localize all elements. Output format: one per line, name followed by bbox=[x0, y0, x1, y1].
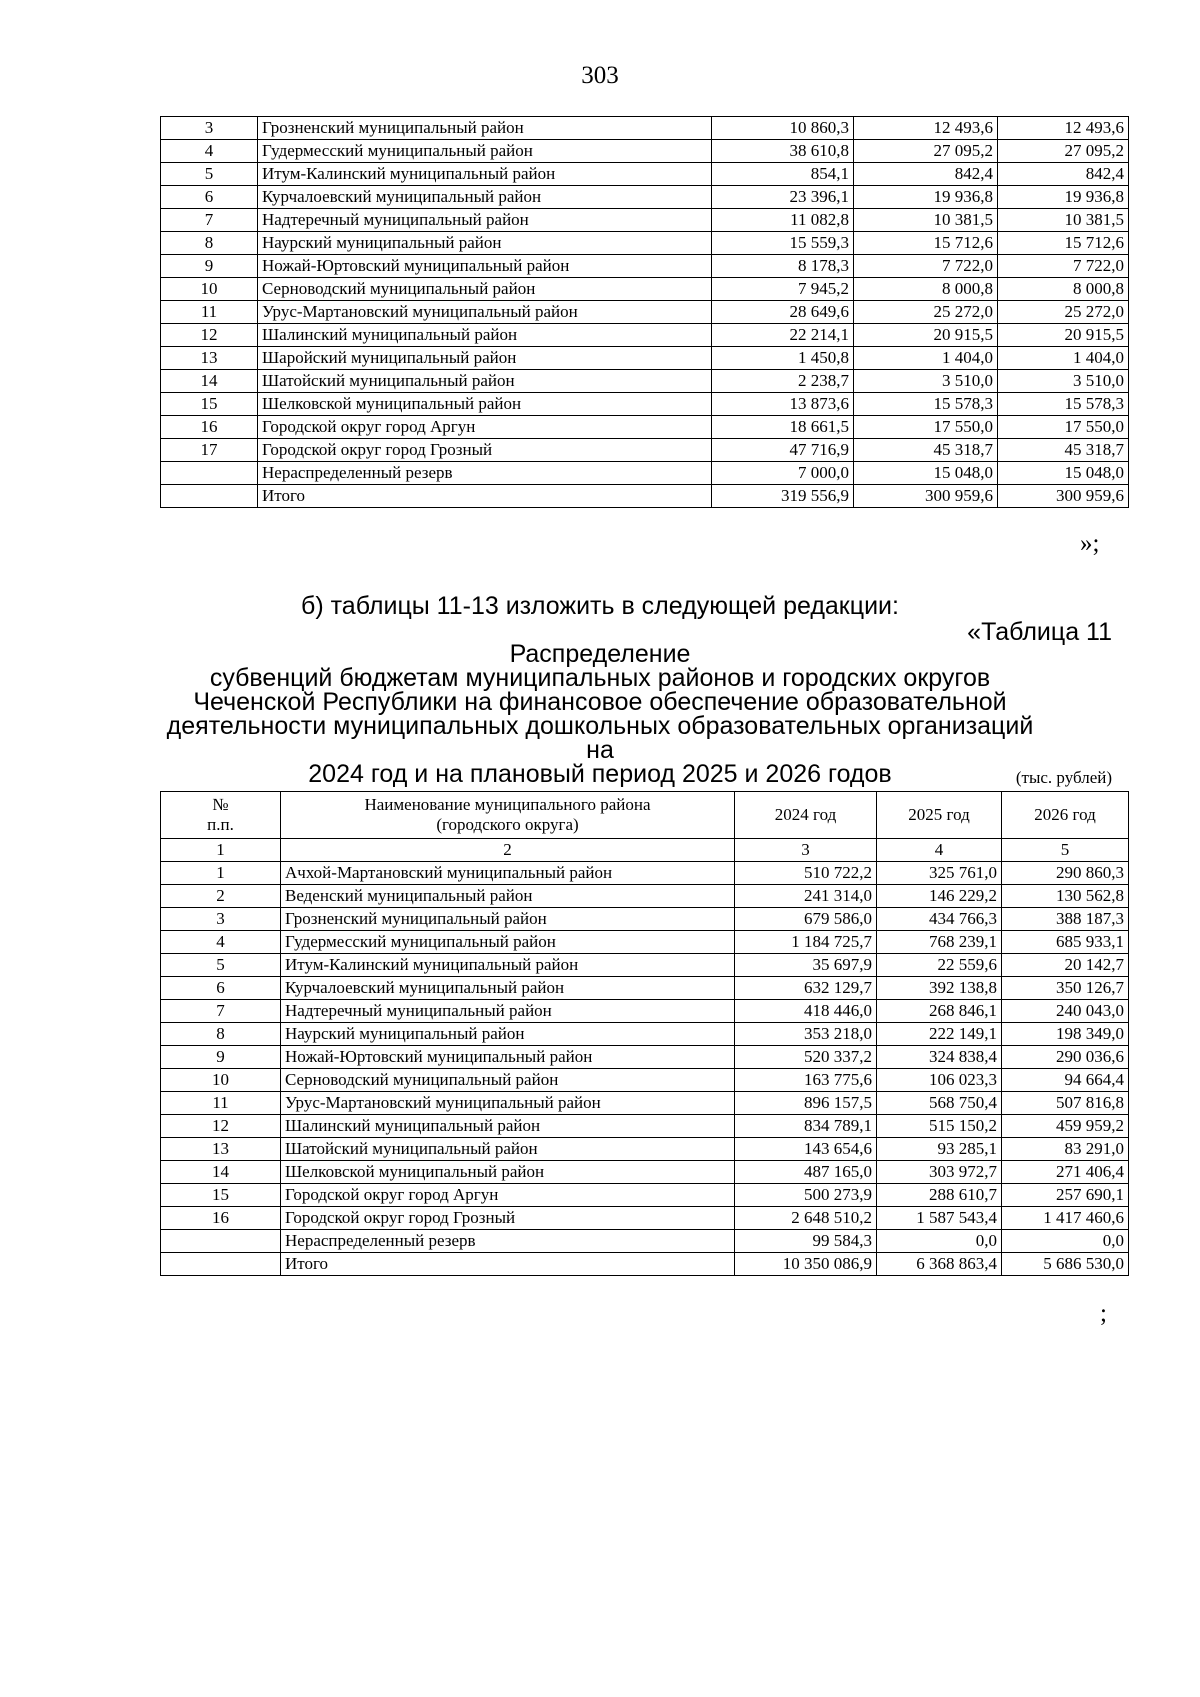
header-name bbox=[281, 792, 735, 839]
row-name: Итум-Калинский муниципальный район bbox=[281, 954, 735, 977]
value-2024: 163 775,6 bbox=[735, 1069, 877, 1092]
value-2025: 768 239,1 bbox=[877, 931, 1002, 954]
row-name: Урус-Мартановский муниципальный район bbox=[258, 301, 712, 324]
row-number: 8 bbox=[161, 1023, 281, 1046]
row-number bbox=[161, 1230, 281, 1253]
value-2026: 240 043,0 bbox=[1002, 1000, 1129, 1023]
col-number: 5 bbox=[1002, 839, 1129, 862]
value-2025: 93 285,1 bbox=[877, 1138, 1002, 1161]
col-number: 1 bbox=[161, 839, 281, 862]
value-2025: 27 095,2 bbox=[854, 140, 998, 163]
row-name: Шалинский муниципальный район bbox=[258, 324, 712, 347]
row-name: Шатойский муниципальный район bbox=[258, 370, 712, 393]
column-number-row bbox=[161, 839, 1129, 862]
table-row bbox=[161, 1069, 1129, 1092]
table-row bbox=[161, 1253, 1129, 1276]
value-2024: 1 450,8 bbox=[712, 347, 854, 370]
table-row bbox=[161, 1092, 1129, 1115]
table-row bbox=[161, 347, 1129, 370]
value-2025: 288 610,7 bbox=[877, 1184, 1002, 1207]
value-2024: 896 157,5 bbox=[735, 1092, 877, 1115]
value-2024: 520 337,2 bbox=[735, 1046, 877, 1069]
col-number: 2 bbox=[281, 839, 735, 862]
value-2026: 130 562,8 bbox=[1002, 885, 1129, 908]
value-2024: 500 273,9 bbox=[735, 1184, 877, 1207]
row-name: Нераспределенный резерв bbox=[258, 462, 712, 485]
value-2024: 418 446,0 bbox=[735, 1000, 877, 1023]
row-name: Итого bbox=[281, 1253, 735, 1276]
col-number: 3 bbox=[735, 839, 877, 862]
table-row bbox=[161, 485, 1129, 508]
header-2024: 2024 год bbox=[735, 792, 877, 839]
value-2025: 515 150,2 bbox=[877, 1115, 1002, 1138]
col-number: 4 bbox=[877, 839, 1002, 862]
row-name: Шелковской муниципальный район bbox=[281, 1161, 735, 1184]
value-2024: 319 556,9 bbox=[712, 485, 854, 508]
value-2024: 22 214,1 bbox=[712, 324, 854, 347]
value-2026: 0,0 bbox=[1002, 1230, 1129, 1253]
value-2026: 45 318,7 bbox=[998, 439, 1129, 462]
value-2024: 8 178,3 bbox=[712, 255, 854, 278]
value-2026: 507 816,8 bbox=[1002, 1092, 1129, 1115]
amendment-instruction: б) таблицы 11-13 изложить в следующей редакции: bbox=[301, 592, 899, 620]
value-2026: 10 381,5 bbox=[998, 209, 1129, 232]
row-number: 5 bbox=[161, 954, 281, 977]
table-row bbox=[161, 908, 1129, 931]
row-number: 11 bbox=[161, 301, 258, 324]
row-name: Курчалоевский муниципальный район bbox=[258, 186, 712, 209]
value-2025: 25 272,0 bbox=[854, 301, 998, 324]
header-2026: 2026 год bbox=[1002, 792, 1129, 839]
value-2025: 300 959,6 bbox=[854, 485, 998, 508]
value-2025: 7 722,0 bbox=[854, 255, 998, 278]
row-name: Наурский муниципальный район bbox=[258, 232, 712, 255]
continued-distribution-table bbox=[160, 116, 1129, 508]
header-number-line2: п.п. bbox=[207, 815, 234, 834]
value-2025: 45 318,7 bbox=[854, 439, 998, 462]
value-2024: 632 129,7 bbox=[735, 977, 877, 1000]
value-2025: 568 750,4 bbox=[877, 1092, 1002, 1115]
header-name-line2: (городского округа) bbox=[436, 815, 579, 834]
row-number: 14 bbox=[161, 1161, 281, 1184]
value-2026: 1 404,0 bbox=[998, 347, 1129, 370]
value-2026: 12 493,6 bbox=[998, 117, 1129, 140]
value-2025: 268 846,1 bbox=[877, 1000, 1002, 1023]
value-2024: 510 722,2 bbox=[735, 862, 877, 885]
row-number bbox=[161, 462, 258, 485]
row-name: Серноводский муниципальный район bbox=[281, 1069, 735, 1092]
value-2026: 25 272,0 bbox=[998, 301, 1129, 324]
row-name: Ножай-Юртовский муниципальный район bbox=[258, 255, 712, 278]
value-2026: 685 933,1 bbox=[1002, 931, 1129, 954]
value-2024: 99 584,3 bbox=[735, 1230, 877, 1253]
table-row bbox=[161, 163, 1129, 186]
row-number: 6 bbox=[161, 977, 281, 1000]
row-number: 4 bbox=[161, 140, 258, 163]
value-2025: 146 229,2 bbox=[877, 885, 1002, 908]
title-line: 2024 год и на плановый период 2025 и 2026 годов bbox=[308, 760, 892, 788]
value-2024: 854,1 bbox=[712, 163, 854, 186]
table-label: «Таблица 11 bbox=[967, 618, 1112, 646]
row-name: Гудермесский муниципальный район bbox=[258, 140, 712, 163]
header-number bbox=[161, 792, 281, 839]
row-name: Нераспределенный резерв bbox=[281, 1230, 735, 1253]
row-name: Наурский муниципальный район bbox=[281, 1023, 735, 1046]
value-2024: 2 648 510,2 bbox=[735, 1207, 877, 1230]
value-2026: 3 510,0 bbox=[998, 370, 1129, 393]
row-number: 17 bbox=[161, 439, 258, 462]
row-number: 12 bbox=[161, 324, 258, 347]
row-number: 13 bbox=[161, 347, 258, 370]
value-2025: 1 587 543,4 bbox=[877, 1207, 1002, 1230]
value-2024: 15 559,3 bbox=[712, 232, 854, 255]
value-2026: 20 142,7 bbox=[1002, 954, 1129, 977]
table-row bbox=[161, 232, 1129, 255]
value-2024: 38 610,8 bbox=[712, 140, 854, 163]
value-2025: 324 838,4 bbox=[877, 1046, 1002, 1069]
value-2025: 106 023,3 bbox=[877, 1069, 1002, 1092]
title-line: Чеченской Республики на финансовое обеспечение образовательной bbox=[193, 688, 1007, 716]
row-name: Шаройский муниципальный район bbox=[258, 347, 712, 370]
value-2024: 487 165,0 bbox=[735, 1161, 877, 1184]
table-row bbox=[161, 439, 1129, 462]
value-2024: 353 218,0 bbox=[735, 1023, 877, 1046]
value-2025: 17 550,0 bbox=[854, 416, 998, 439]
row-name: Грозненский муниципальный район bbox=[258, 117, 712, 140]
header-row bbox=[161, 792, 1129, 839]
value-2026: 15 712,6 bbox=[998, 232, 1129, 255]
row-number: 8 bbox=[161, 232, 258, 255]
row-number: 15 bbox=[161, 393, 258, 416]
value-2024: 241 314,0 bbox=[735, 885, 877, 908]
row-name: Надтеречный муниципальный район bbox=[258, 209, 712, 232]
table-row bbox=[161, 393, 1129, 416]
units-label: (тыс. рублей) bbox=[1015, 768, 1112, 787]
table-row bbox=[161, 278, 1129, 301]
row-name: Итум-Калинский муниципальный район bbox=[258, 163, 712, 186]
value-2024: 10 860,3 bbox=[712, 117, 854, 140]
value-2026: 8 000,8 bbox=[998, 278, 1129, 301]
value-2024: 1 184 725,7 bbox=[735, 931, 877, 954]
table-title bbox=[150, 642, 1050, 786]
table-row bbox=[161, 1184, 1129, 1207]
table-row bbox=[161, 186, 1129, 209]
row-name: Курчалоевский муниципальный район bbox=[281, 977, 735, 1000]
closing-quote: »; bbox=[1080, 530, 1100, 557]
header-name-line1: Наименование муниципального района bbox=[364, 795, 651, 814]
value-2025: 15 048,0 bbox=[854, 462, 998, 485]
value-2025: 15 578,3 bbox=[854, 393, 998, 416]
table-row bbox=[161, 301, 1129, 324]
row-number: 4 bbox=[161, 931, 281, 954]
row-number: 3 bbox=[161, 117, 258, 140]
title-line: деятельности муниципальных дошкольных образовательных организаций на bbox=[166, 712, 1034, 764]
value-2026: 300 959,6 bbox=[998, 485, 1129, 508]
title-line: Распределение bbox=[509, 640, 691, 668]
header-2025: 2025 год bbox=[877, 792, 1002, 839]
value-2026: 1 417 460,6 bbox=[1002, 1207, 1129, 1230]
row-name: Городской округ город Грозный bbox=[281, 1207, 735, 1230]
value-2024: 143 654,6 bbox=[735, 1138, 877, 1161]
value-2024: 11 082,8 bbox=[712, 209, 854, 232]
value-2026: 350 126,7 bbox=[1002, 977, 1129, 1000]
value-2025: 303 972,7 bbox=[877, 1161, 1002, 1184]
row-name: Шатойский муниципальный район bbox=[281, 1138, 735, 1161]
row-name: Урус-Мартановский муниципальный район bbox=[281, 1092, 735, 1115]
value-2025: 325 761,0 bbox=[877, 862, 1002, 885]
value-2025: 15 712,6 bbox=[854, 232, 998, 255]
row-number: 11 bbox=[161, 1092, 281, 1115]
row-number: 1 bbox=[161, 862, 281, 885]
value-2024: 28 649,6 bbox=[712, 301, 854, 324]
table-row bbox=[161, 977, 1129, 1000]
value-2026: 94 664,4 bbox=[1002, 1069, 1129, 1092]
row-number: 2 bbox=[161, 885, 281, 908]
table-row bbox=[161, 1023, 1129, 1046]
value-2026: 459 959,2 bbox=[1002, 1115, 1129, 1138]
value-2024: 18 661,5 bbox=[712, 416, 854, 439]
row-number bbox=[161, 485, 258, 508]
value-2025: 3 510,0 bbox=[854, 370, 998, 393]
table-row bbox=[161, 1000, 1129, 1023]
value-2025: 434 766,3 bbox=[877, 908, 1002, 931]
row-number: 3 bbox=[161, 908, 281, 931]
row-number: 6 bbox=[161, 186, 258, 209]
row-number: 16 bbox=[161, 1207, 281, 1230]
row-number: 5 bbox=[161, 163, 258, 186]
value-2025: 19 936,8 bbox=[854, 186, 998, 209]
value-2026: 271 406,4 bbox=[1002, 1161, 1129, 1184]
row-name: Серноводский муниципальный район bbox=[258, 278, 712, 301]
value-2024: 35 697,9 bbox=[735, 954, 877, 977]
table-row bbox=[161, 1138, 1129, 1161]
value-2026: 257 690,1 bbox=[1002, 1184, 1129, 1207]
page-number: 303 bbox=[581, 62, 619, 89]
value-2024: 13 873,6 bbox=[712, 393, 854, 416]
row-number: 12 bbox=[161, 1115, 281, 1138]
value-2025: 222 149,1 bbox=[877, 1023, 1002, 1046]
table-row bbox=[161, 885, 1129, 908]
subvention-distribution-table bbox=[160, 791, 1129, 1276]
value-2026: 15 048,0 bbox=[998, 462, 1129, 485]
value-2026: 15 578,3 bbox=[998, 393, 1129, 416]
row-name: Городской округ город Грозный bbox=[258, 439, 712, 462]
value-2025: 20 915,5 bbox=[854, 324, 998, 347]
value-2026: 388 187,3 bbox=[1002, 908, 1129, 931]
value-2024: 679 586,0 bbox=[735, 908, 877, 931]
title-line: субвенций бюджетам муниципальных районов и городских округов bbox=[209, 664, 991, 692]
table-row bbox=[161, 209, 1129, 232]
value-2024: 47 716,9 bbox=[712, 439, 854, 462]
value-2026: 5 686 530,0 bbox=[1002, 1253, 1129, 1276]
value-2026: 198 349,0 bbox=[1002, 1023, 1129, 1046]
table-row bbox=[161, 1115, 1129, 1138]
table-row bbox=[161, 931, 1129, 954]
row-name: Шалинский муниципальный район bbox=[281, 1115, 735, 1138]
value-2024: 7 945,2 bbox=[712, 278, 854, 301]
table-row bbox=[161, 416, 1129, 439]
table-row bbox=[161, 1207, 1129, 1230]
row-number bbox=[161, 1253, 281, 1276]
table-row bbox=[161, 255, 1129, 278]
row-number: 10 bbox=[161, 1069, 281, 1092]
table-row bbox=[161, 140, 1129, 163]
table-row bbox=[161, 1161, 1129, 1184]
row-name: Городской округ город Аргун bbox=[281, 1184, 735, 1207]
value-2026: 290 860,3 bbox=[1002, 862, 1129, 885]
value-2025: 8 000,8 bbox=[854, 278, 998, 301]
value-2025: 392 138,8 bbox=[877, 977, 1002, 1000]
value-2026: 7 722,0 bbox=[998, 255, 1129, 278]
value-2025: 1 404,0 bbox=[854, 347, 998, 370]
row-number: 7 bbox=[161, 1000, 281, 1023]
value-2024: 7 000,0 bbox=[712, 462, 854, 485]
value-2026: 27 095,2 bbox=[998, 140, 1129, 163]
table-row bbox=[161, 324, 1129, 347]
row-number: 9 bbox=[161, 255, 258, 278]
value-2026: 290 036,6 bbox=[1002, 1046, 1129, 1069]
row-number: 10 bbox=[161, 278, 258, 301]
value-2025: 0,0 bbox=[877, 1230, 1002, 1253]
value-2026: 20 915,5 bbox=[998, 324, 1129, 347]
row-name: Ачхой-Мартановский муниципальный район bbox=[281, 862, 735, 885]
value-2025: 6 368 863,4 bbox=[877, 1253, 1002, 1276]
value-2026: 842,4 bbox=[998, 163, 1129, 186]
value-2026: 19 936,8 bbox=[998, 186, 1129, 209]
table-row bbox=[161, 462, 1129, 485]
table-row bbox=[161, 370, 1129, 393]
value-2026: 83 291,0 bbox=[1002, 1138, 1129, 1161]
table-row bbox=[161, 1046, 1129, 1069]
row-number: 14 bbox=[161, 370, 258, 393]
row-name: Грозненский муниципальный район bbox=[281, 908, 735, 931]
row-name: Итого bbox=[258, 485, 712, 508]
row-number: 7 bbox=[161, 209, 258, 232]
value-2024: 834 789,1 bbox=[735, 1115, 877, 1138]
value-2025: 842,4 bbox=[854, 163, 998, 186]
row-name: Городской округ город Аргун bbox=[258, 416, 712, 439]
value-2025: 10 381,5 bbox=[854, 209, 998, 232]
table-row bbox=[161, 954, 1129, 977]
row-name: Надтеречный муниципальный район bbox=[281, 1000, 735, 1023]
row-name: Шелковской муниципальный район bbox=[258, 393, 712, 416]
final-semicolon: ; bbox=[1100, 1300, 1107, 1327]
table-row bbox=[161, 117, 1129, 140]
table-row bbox=[161, 862, 1129, 885]
row-name: Гудермесский муниципальный район bbox=[281, 931, 735, 954]
table-row bbox=[161, 1230, 1129, 1253]
row-number: 15 bbox=[161, 1184, 281, 1207]
value-2026: 17 550,0 bbox=[998, 416, 1129, 439]
value-2024: 2 238,7 bbox=[712, 370, 854, 393]
value-2024: 10 350 086,9 bbox=[735, 1253, 877, 1276]
row-number: 13 bbox=[161, 1138, 281, 1161]
row-number: 9 bbox=[161, 1046, 281, 1069]
value-2025: 12 493,6 bbox=[854, 117, 998, 140]
row-number: 16 bbox=[161, 416, 258, 439]
row-name: Ножай-Юртовский муниципальный район bbox=[281, 1046, 735, 1069]
value-2024: 23 396,1 bbox=[712, 186, 854, 209]
value-2025: 22 559,6 bbox=[877, 954, 1002, 977]
row-name: Веденский муниципальный район bbox=[281, 885, 735, 908]
header-number-line1: № bbox=[212, 795, 229, 814]
